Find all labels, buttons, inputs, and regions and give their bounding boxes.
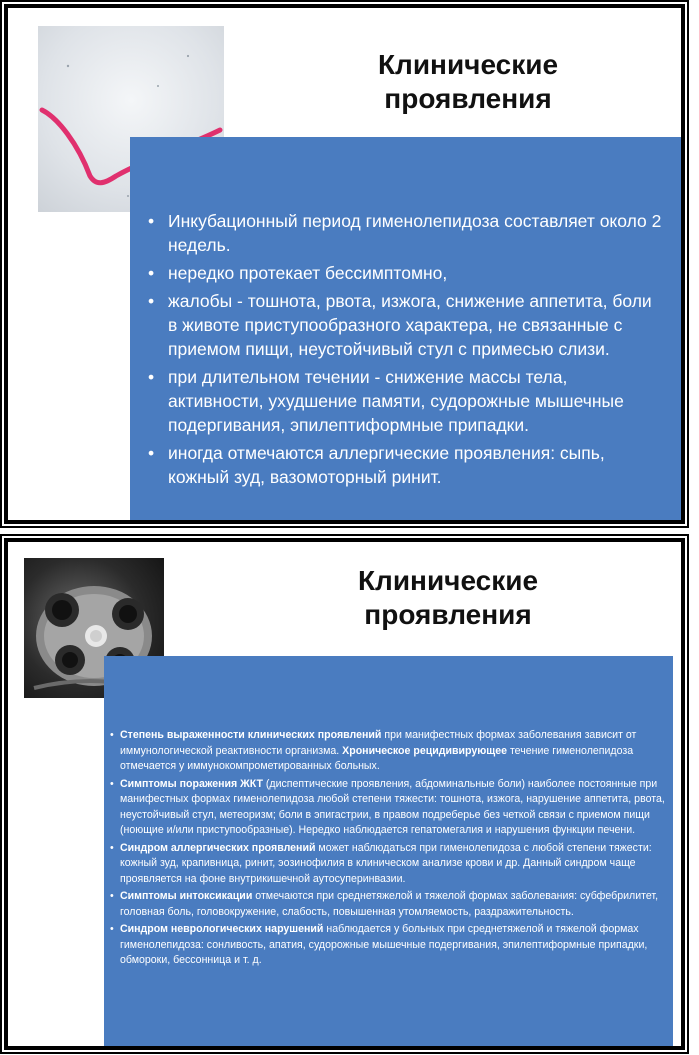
title-line-2: проявления — [384, 83, 552, 115]
slide-2-bullet-list — [110, 728, 665, 969]
bullet-item — [110, 777, 665, 839]
bullet-text: отмечаются при среднетяжелой и тяжелой формах заболевания: субфебрилитет, головная боль, головокружение, слабость, повышенная утомляемость, раздражительность. — [120, 890, 659, 918]
bullet-item: • иногда отмечаются аллергические проявления: сыпь, кожный зуд, вазомоторный ринит. — [148, 441, 663, 489]
title-line-1: Клинические — [357, 565, 539, 596]
bullet-text: течение гименолепидоза отмечается у иммунокомпрометированных больных. — [120, 744, 634, 772]
slide-2-content-panel — [104, 656, 673, 1046]
bold-term: Хроническое рецидивирующее — [342, 744, 507, 757]
bullet-item — [110, 889, 665, 920]
bold-term: Симптомы поражения ЖКТ — [120, 777, 263, 790]
bullet-text: наблюдается у больных при среднетяжелой и тяжелой формах гименолепидоза: сонливость, апатия, судорожные мышечные подергивания, эпилептиформные припадки, обмороки, бессонница и т. д. — [120, 923, 648, 966]
bullet-item: • при длительном течении - снижение массы тела, активности, ухудшение памяти, судорожные мышечные подергивания, эпилептиформные припадки. — [148, 365, 663, 437]
slide-1-title — [258, 48, 678, 116]
bullet-item: • Инкубационный период гименолепидоза составляет около 2 недель. — [148, 209, 663, 257]
bullet-text: может наблюдаться при гименолепидоза с любой степени тяжести: кожный зуд, крапивница, ринит, эозинофилия в клиническом анализе крови и др. Данный синдром чаще проявляется на фоне внутрикишечной аутосуперинвазии. — [120, 841, 652, 885]
bullet-item: • нередко протекает бессимптомно, — [148, 261, 663, 285]
slide-1-content-panel — [130, 137, 681, 520]
slide-2 — [4, 538, 685, 1050]
bold-term: Синдром неврологических нарушений — [120, 923, 324, 935]
bold-term: Степень выраженности клинических проявлений — [120, 729, 382, 741]
bullet-text: при манифестных формах заболевания зависит от иммунологической реактивности организма. — [120, 729, 637, 757]
bullet-item — [110, 728, 665, 775]
bullet-text: (диспептические проявления, абдоминальные боли) наиболее постоянные при манифестных формах гименолепидоза любой степени тяжести: тошнота, изжога, нарушение аппетита, рвота, неустойчивый стул, метеоризм; боли в эпигастрии, в правом подреберье без четкой связи с приемом пищи (ноющие и/или приступообразные). Нередко наблюдается гепатомегалия и нарушения функции печени. — [120, 777, 665, 836]
bullet-item: • жалобы - тошнота, рвота, изжога, снижение аппетита, боли в животе приступообразного характера, не связанные с приемом пищи, неустойчивый стул с примесью слизи. — [148, 289, 663, 361]
bullet-item — [110, 922, 665, 969]
title-line-2: проявления — [364, 599, 532, 631]
bold-term: Синдром аллергических проявлений — [120, 841, 316, 854]
bullet-item — [110, 841, 665, 888]
slide-1-bullet-list — [148, 209, 663, 489]
title-line-1: Клинические — [377, 49, 559, 80]
bold-term: Симптомы интоксикации — [120, 890, 253, 902]
slide-1 — [4, 4, 685, 524]
slide-2-title — [238, 564, 658, 632]
